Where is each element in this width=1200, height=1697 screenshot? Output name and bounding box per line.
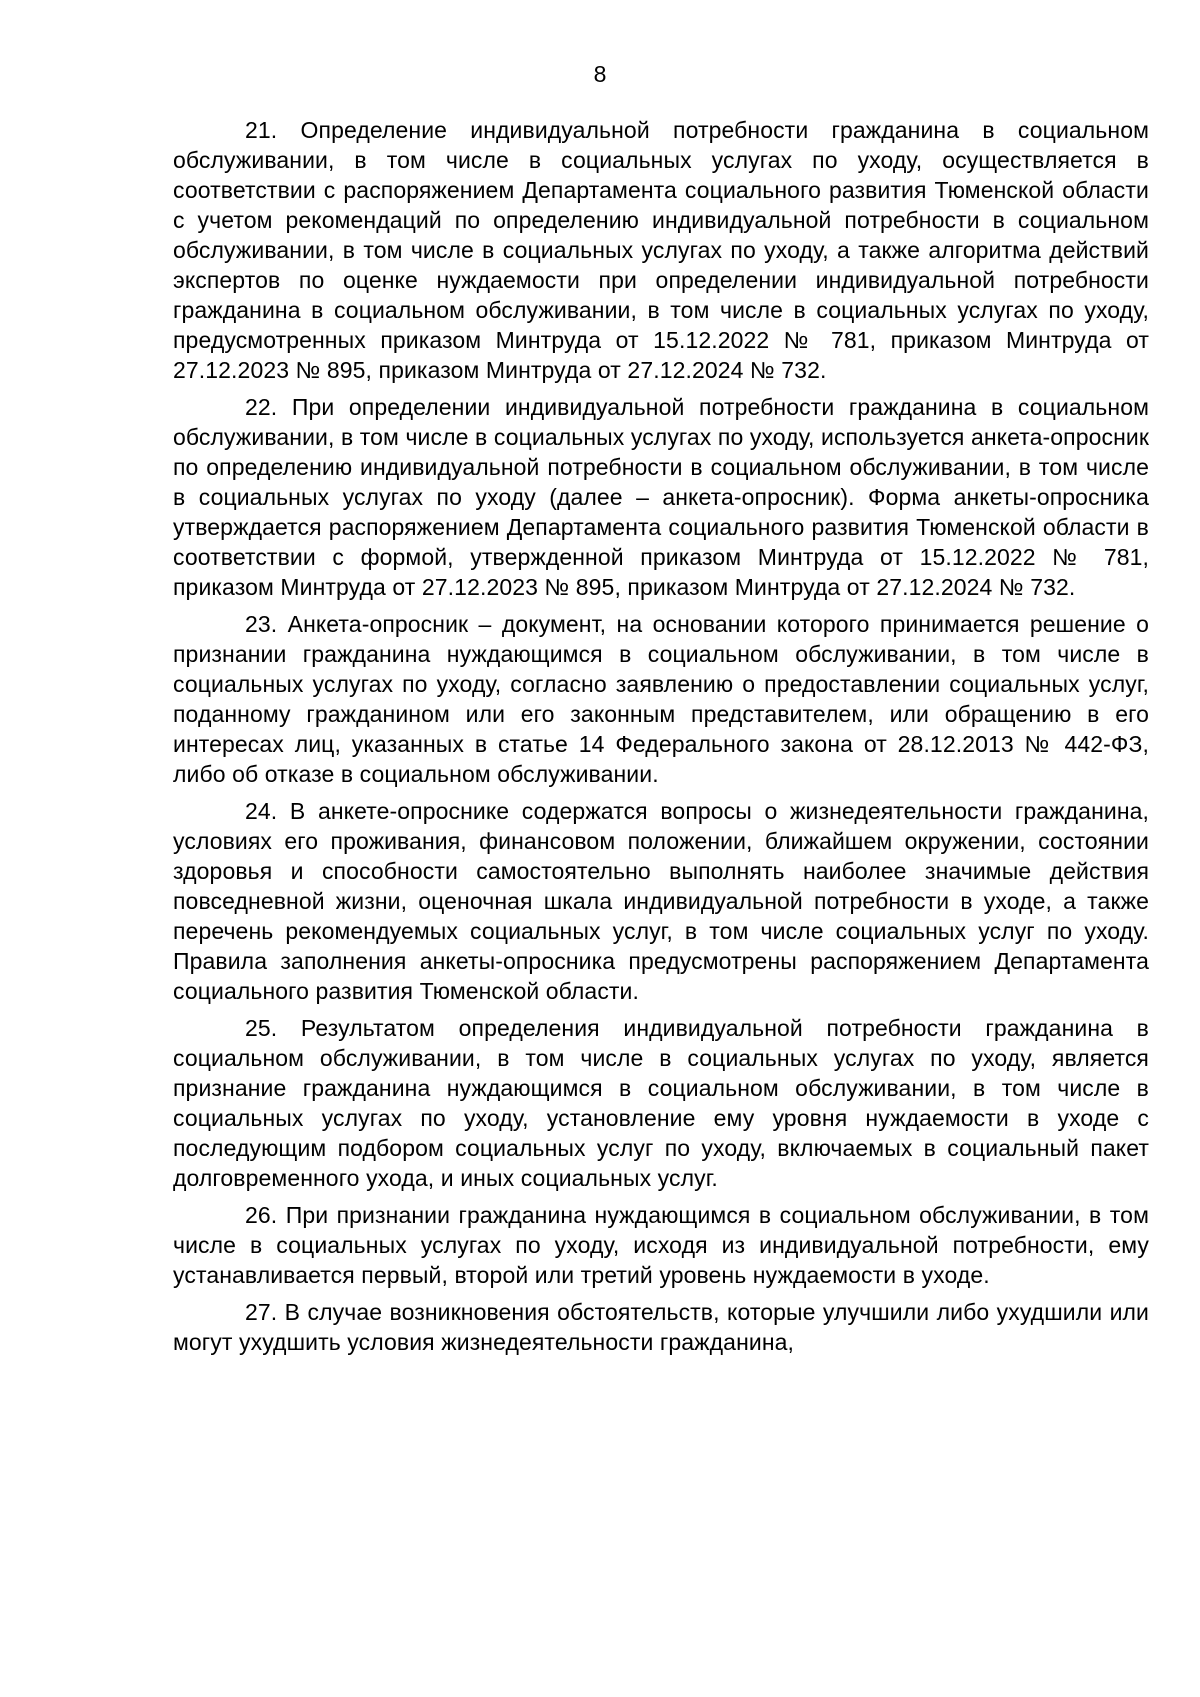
paragraph-24: 24. В анкете-опроснике содержатся вопросы о жизнедеятельности гражданина, условиях его проживания, финансовом положении, ближайшем окружении, состоянии здоровья и способности самостоятельно выполнять наиболее значимые действия повседневной жизни, оценочная шкала индивидуальной потребности в уходе, а также перечень рекомендуемых социальных услуг, в том числе социальных услуг по уходу. Правила заполнения анкеты-опросника предусмотрены распоряжением Департамента социального развития Тюменской области. <box>173 798 1149 1004</box>
paragraph-26: 26. При признании гражданина нуждающимся в социальном обслуживании, в том числе в социальных услугах по уходу, исходя из индивидуальной потребности, ему устанавливается первый, второй или третий уровень нуждаемости в уходе. <box>173 1202 1149 1288</box>
paragraph-23: 23. Анкета-опросник – документ, на основании которого принимается решение о признании гражданина нуждающимся в социальном обслуживании, в том числе в социальных услугах по уходу, согласно заявлению о предоставлении социальных услуг, поданному гражданином или его законным представителем, или обращению в его интересах лиц, указанных в статье 14 Федерального закона от 28.12.2013 № 442-ФЗ, либо об отказе в социальном обслуживании. <box>173 611 1149 787</box>
page-number: 8 <box>593 61 607 87</box>
paragraph-22: 22. При определении индивидуальной потребности гражданина в социальном обслуживании, в том числе в социальных услугах по уходу, используется анкета-опросник по определению индивидуальной потребности в социальном обслуживании, в том числе в социальных услугах по уходу (далее – анкета-опросник). Форма анкеты-опросника утверждается распоряжением Департамента социального развития Тюменской области в соответствии с формой, утвержденной приказом Минтруда от 15.12.2022 № 781, приказом Минтруда от 27.12.2023 № 895, приказом Минтруда от 27.12.2024 № 732. <box>173 394 1149 600</box>
paragraph-21: 21. Определение индивидуальной потребности гражданина в социальном обслуживании, в том числе в социальных услугах по уходу, осуществляется в соответствии с распоряжением Департамента социального развития Тюменской области с учетом рекомендаций по определению индивидуальной потребности в социальном обслуживании, в том числе в социальных услугах по уходу, а также алгоритма действий экспертов по оценке нуждаемости при определении индивидуальной потребности гражданина в социальном обслуживании, в том числе в социальных услугах по уходу, предусмотренных приказом Минтруда от 15.12.2022 № 781, приказом Минтруда от 27.12.2023 № 895, приказом Минтруда от 27.12.2024 № 732. <box>173 117 1149 383</box>
paragraph-27: 27. В случае возникновения обстоятельств, которые улучшили либо ухудшили или могут ухудшить условия жизнедеятельности гражданина, <box>173 1299 1149 1355</box>
paragraph-25: 25. Результатом определения индивидуальной потребности гражданина в социальном обслуживании, в том числе в социальных услугах по уходу, является признание гражданина нуждающимся в социальном обслуживании, в том числе в социальных услугах по уходу, установление ему уровня нуждаемости в уходе с последующим подбором социальных услуг по уходу, включаемых в социальный пакет долговременного ухода, и иных социальных услуг. <box>173 1015 1149 1191</box>
document-body <box>173 115 1149 1364</box>
